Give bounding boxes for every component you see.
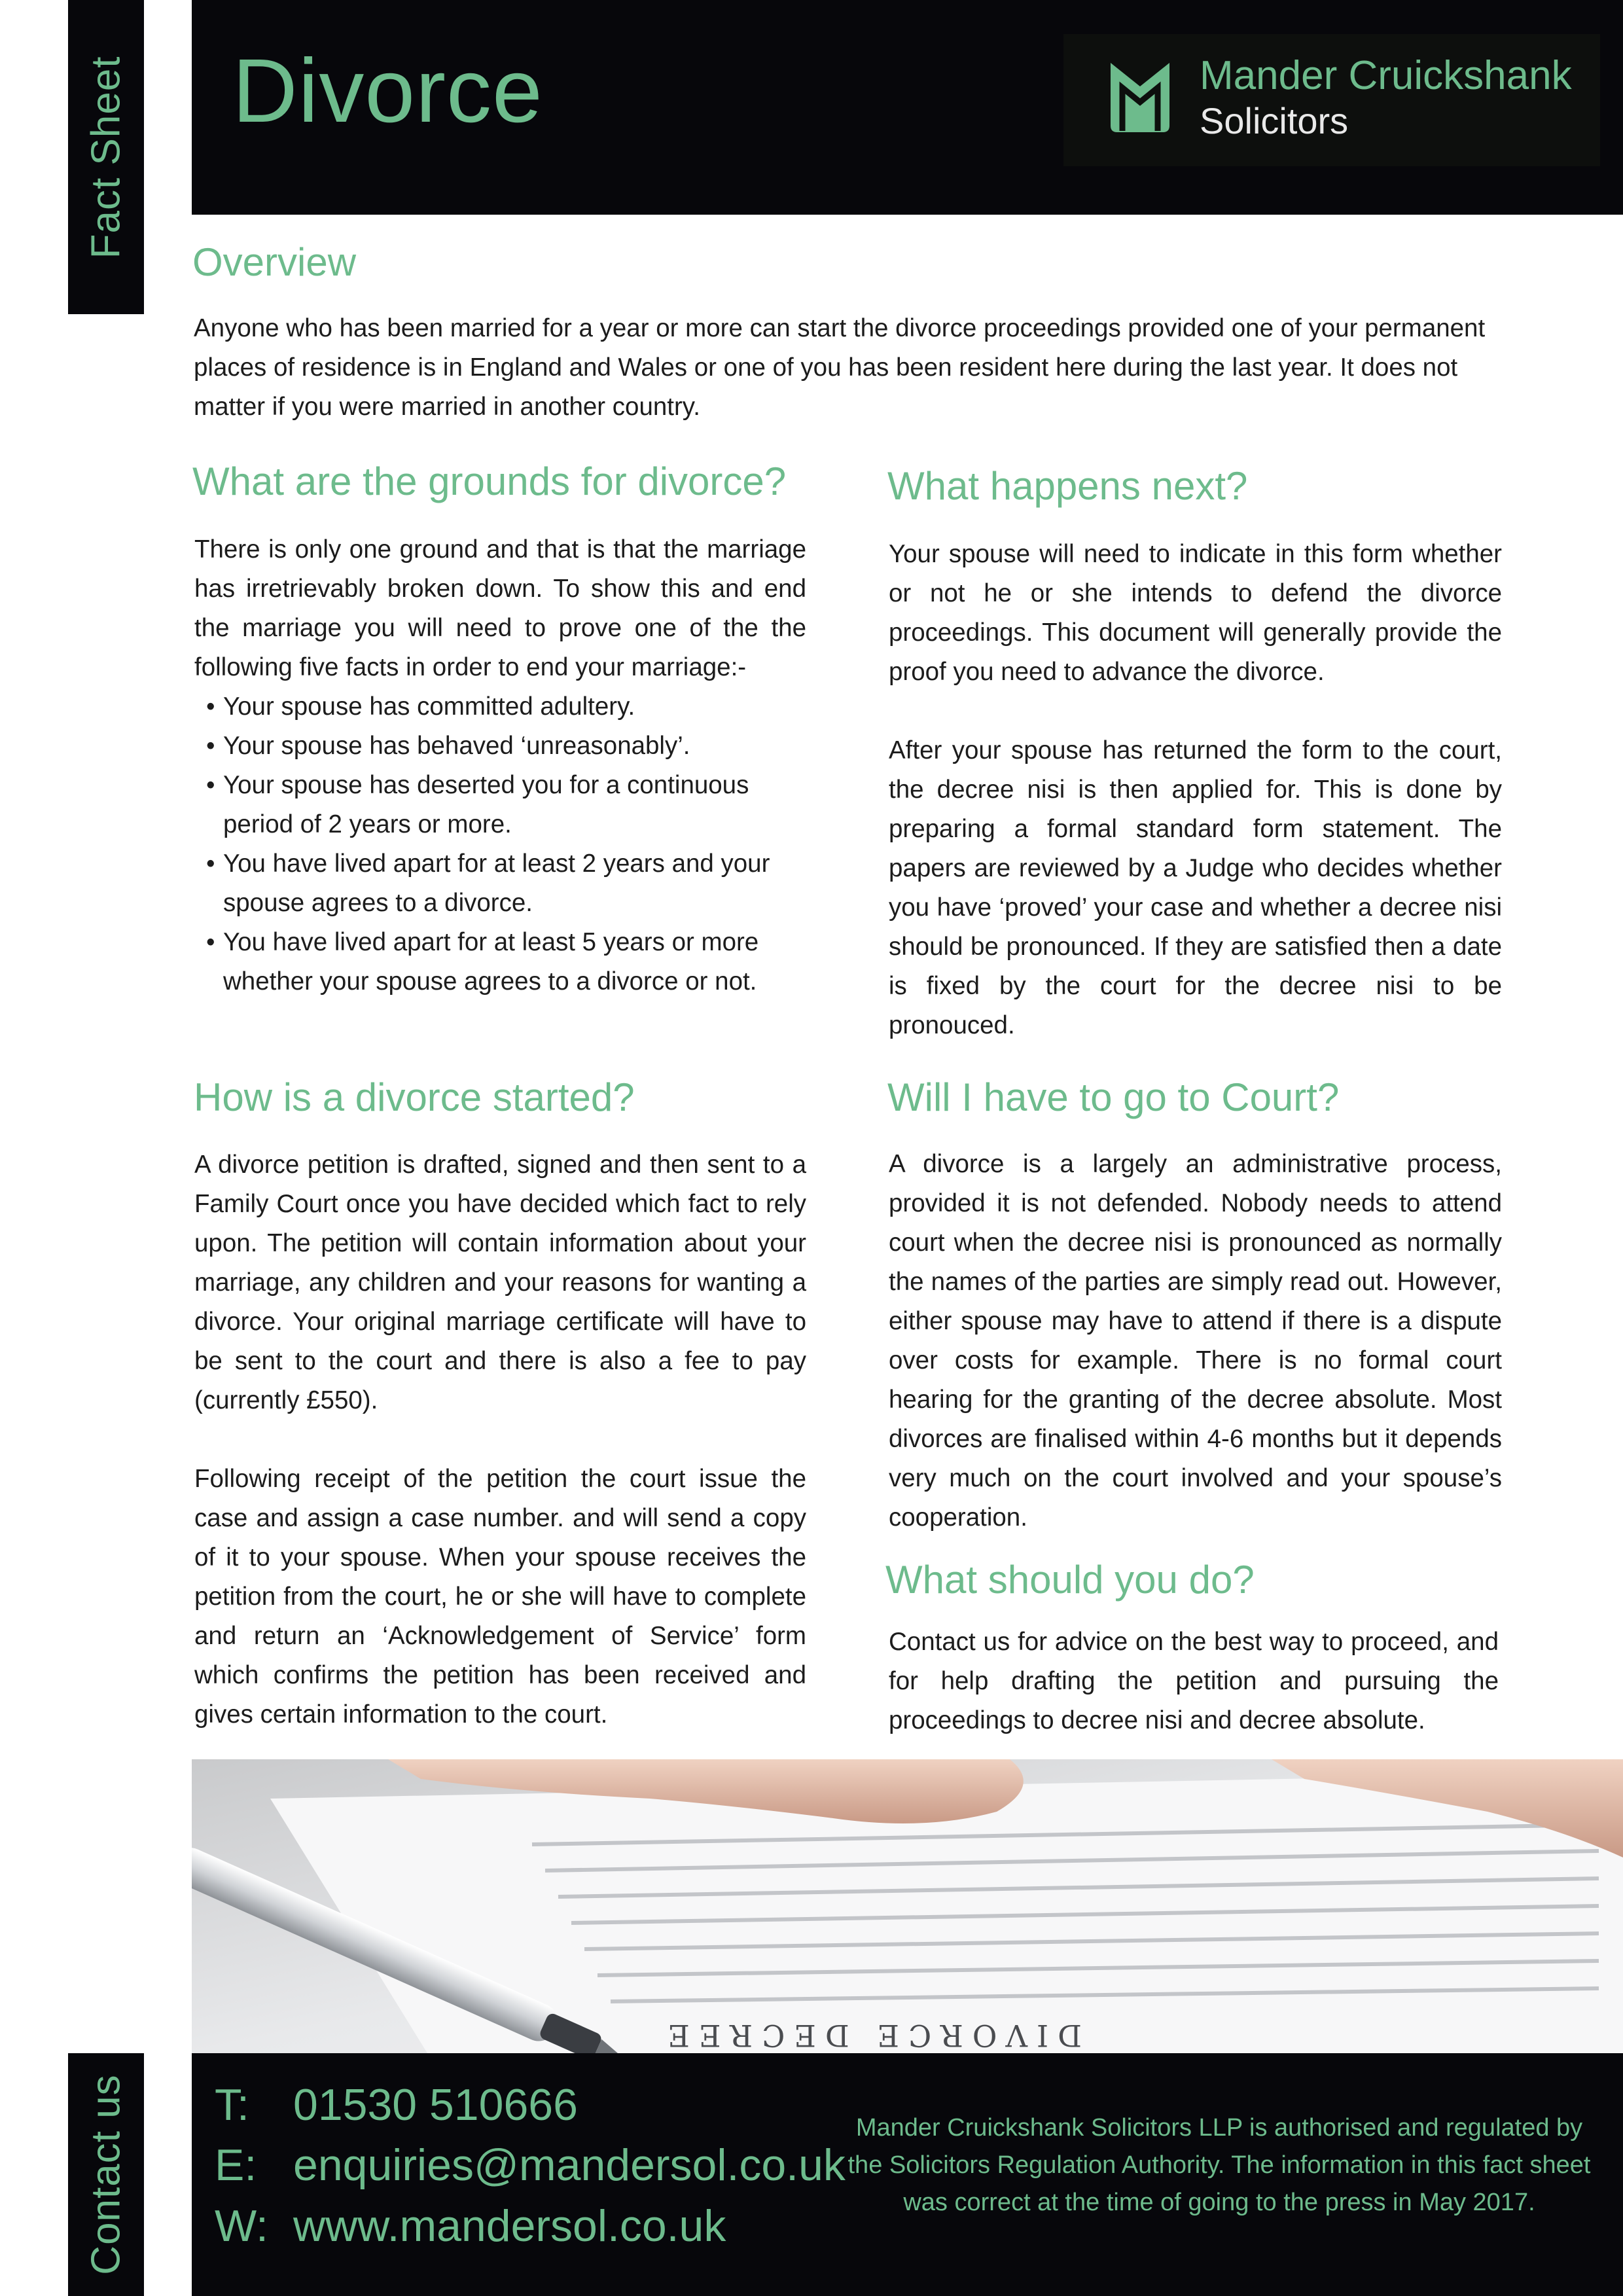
grounds-heading: What are the grounds for divorce? bbox=[192, 459, 787, 503]
overview-heading: Overview bbox=[192, 240, 357, 284]
photo-illustration bbox=[192, 1759, 1623, 2053]
facts-list bbox=[194, 687, 806, 1001]
header-band bbox=[192, 0, 1623, 215]
list-item: • Your spouse has deserted you for a continuous period of 2 years or more. bbox=[194, 766, 766, 844]
regulatory-note: Mander Cruickshank Solicitors LLP is authorised and regulated by the Solicitors Regulation Authority. The information in this fact sheet was correct at the time of going to the press in May 2017. bbox=[847, 2114, 1591, 2216]
next-heading: What happens next? bbox=[887, 464, 1248, 508]
grounds-section bbox=[194, 530, 806, 1001]
contact-us-tab bbox=[68, 2053, 144, 2296]
phone-line bbox=[215, 2079, 578, 2130]
firm-subtitle: Solicitors bbox=[1200, 100, 1349, 141]
list-item: • You have lived apart for at least 2 years and your spouse agrees to a divorce. bbox=[194, 844, 806, 923]
email-link[interactable]: enquiries@mandersol.co.uk bbox=[293, 2140, 846, 2190]
mc-monogram-icon bbox=[1104, 58, 1176, 136]
overview-text: Anyone who has been married for a year or more can start the divorce proceedings provided one of your permanent places of residence is in England and Wales or one of you has been resident here during the last year. It does not matter if you were married in another country. bbox=[194, 314, 1486, 421]
next-paragraph-1: Your spouse will need to indicate in this form whether or not he or she intends to defend the divorce proceedings. This document will generally provide the proof you need to advance the divorce. bbox=[889, 540, 1502, 686]
email-line bbox=[215, 2140, 846, 2191]
phone-label: T: bbox=[215, 2080, 249, 2130]
started-heading: How is a divorce started? bbox=[194, 1075, 635, 1119]
form-title-text: DIVORCE DECREE bbox=[658, 2018, 1082, 2053]
court-paragraph: A divorce is a largely an administrative process, provided it is not defended. Nobody needs to attend court when the decree nisi is pronounced as normally the names of the parties are simply read out. However, either spouse may have to attend if there is a dispute over costs for example. There is no formal court hearing for the granting of the decree absolute. Most divorces are finalised within 4-6 months but it depends very much on the court involved and your spouse’s cooperation. bbox=[889, 1150, 1502, 1532]
next-paragraph-2: After your spouse has returned the form to the court, the decree nisi is then applied for. This is done by preparing a formal standard form statement. The papers are reviewed by a Judge who decides whether you have ‘proved’ your case and whether a decree nisi should be pronounced. If they are satisfied then a date is fixed by the court for the decree nisi to be pronouced. bbox=[889, 736, 1502, 1039]
email-label: E: bbox=[215, 2140, 257, 2190]
signing-form-photo bbox=[192, 1759, 1623, 2053]
fact-sheet-label: Fact Sheet bbox=[83, 56, 129, 259]
web-label: W: bbox=[215, 2201, 268, 2251]
phone-number[interactable]: 01530 510666 bbox=[293, 2080, 578, 2130]
footer-band bbox=[192, 2053, 1623, 2296]
contact-us-label: Contact us bbox=[83, 2074, 129, 2275]
firm-name: Mander Cruickshank bbox=[1200, 53, 1572, 98]
grounds-intro: There is only one ground and that is that the marriage has irretrievably broken down. To show this and end the marriage you will need to prove one of the the following five facts in order to end your marriage:- bbox=[194, 535, 806, 681]
web-line bbox=[215, 2200, 726, 2251]
todo-heading: What should you do? bbox=[885, 1558, 1255, 1602]
started-paragraph-1: A divorce petition is drafted, signed and then sent to a Family Court once you have decided which fact to rely upon. The petition will contain information about your marriage, any children and your reasons for wanting a divorce. Your original marriage certificate will have to be sent to the court and there is also a fee to pay (currently £550). bbox=[194, 1151, 806, 1414]
court-heading: Will I have to go to Court? bbox=[887, 1075, 1340, 1119]
page-title: Divorce bbox=[232, 41, 543, 141]
list-item: • You have lived apart for at least 5 years or more whether your spouse agrees to a divorce or not. bbox=[194, 923, 806, 1001]
list-item: • Your spouse has behaved ‘unreasonably’. bbox=[194, 726, 806, 766]
todo-paragraph: Contact us for advice on the best way to proceed, and for help drafting the petition and pursuing the proceedings to decree nisi and decree absolute. bbox=[889, 1628, 1499, 1734]
firm-logo bbox=[1063, 34, 1600, 166]
website-link[interactable]: www.mandersol.co.uk bbox=[293, 2201, 726, 2251]
started-paragraph-2: Following receipt of the petition the court issue the case and assign a case number. and will send a copy of it to your spouse. When your spouse receives the petition from the court, he or she will have to complete and return an ‘Acknowledgement of Service’ form which confirms the petition has been received and gives certain information to the court. bbox=[194, 1465, 806, 1729]
fact-sheet-tab bbox=[68, 0, 144, 314]
list-item: • Your spouse has committed adultery. bbox=[194, 687, 806, 726]
